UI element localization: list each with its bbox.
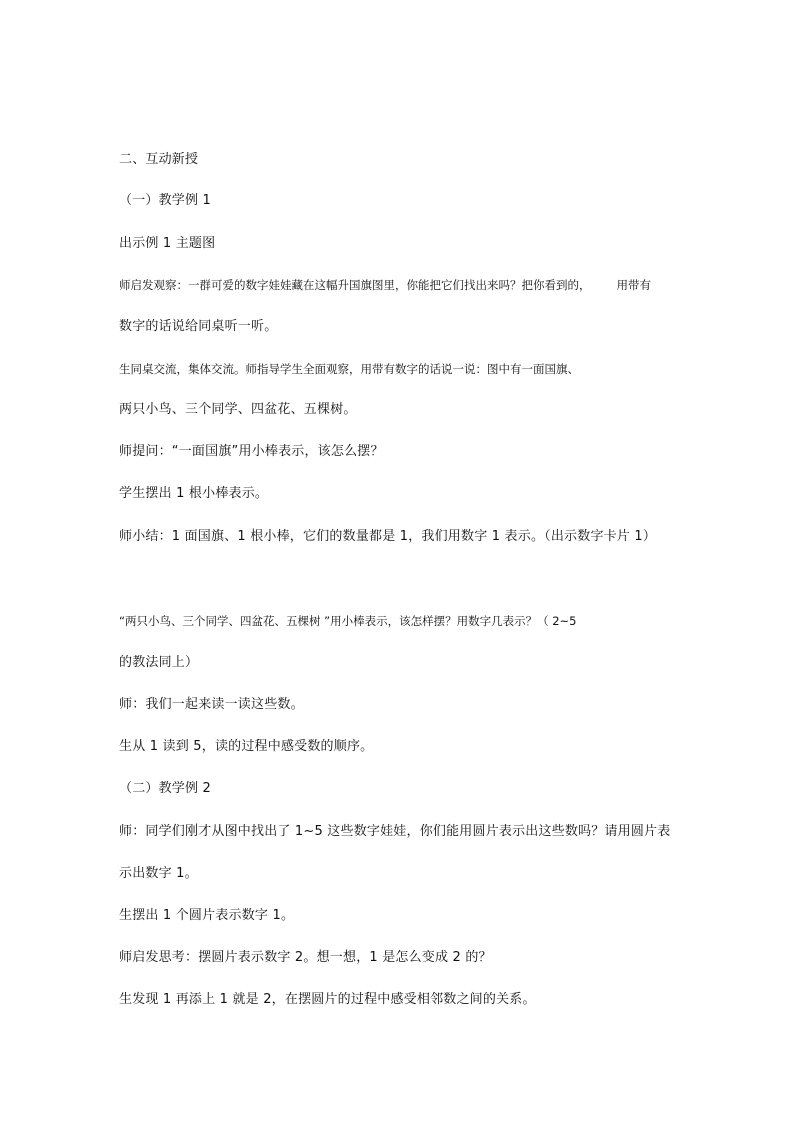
paragraph-line: 的教法同上） bbox=[119, 655, 199, 670]
paragraph-line: 生同桌交流，集体交流。师指导学生全面观察，用带有数字的话说一说：图中有一面国旗、 bbox=[119, 362, 579, 376]
paragraph-line: 师启发思考：摆圆片表示数字 2。想一想，1 是怎么变成 2 的？ bbox=[119, 950, 492, 965]
paragraph-line: 两只小鸟、三个同学、四盆花、五棵树。 bbox=[119, 402, 357, 417]
paragraph-line: 学生摆出 1 根小棒表示。 bbox=[119, 486, 269, 501]
paragraph-line: “两只小鸟、三个同学、四盆花、五棵树 ”用小棒表示，该怎样摆？用数字几表示？（ 2~5 bbox=[119, 614, 577, 628]
paragraph-line: 生摆出 1 个圆片表示数字 1。 bbox=[119, 908, 295, 923]
text-segment: 用带有 bbox=[616, 278, 651, 292]
paragraph-line: 生发现 1 再添上 1 就是 2，在摆圆片的过程中感受相邻数之间的关系。 bbox=[119, 992, 536, 1007]
paragraph-line: 生从 1 读到 5，读的过程中感受数的顺序。 bbox=[119, 739, 374, 754]
subsection-heading-1: （一）教学例 1 bbox=[119, 193, 212, 208]
paragraph-line: 示出数字 1。 bbox=[119, 866, 198, 881]
paragraph-line: 师：我们一起来读一读这些数。 bbox=[119, 697, 304, 712]
paragraph-line bbox=[119, 276, 684, 294]
text-segment: 师启发观察：一群可爱的数字娃娃藏在这幅升国旗图里，你能把它们找出来吗？把你看到的， bbox=[119, 278, 591, 292]
section-heading: 二、互动新授 bbox=[119, 152, 199, 167]
paragraph-line: 师提问：“一面国旗”用小棒表示，该怎么摆？ bbox=[119, 444, 384, 459]
paragraph-line: 师：同学们刚才从图中找出了 1~5 这些数字娃娃，你们能用圆片表示出这些数吗？请用圆片表 bbox=[119, 824, 671, 839]
paragraph-line: 数字的话说给同桌听一听。 bbox=[119, 319, 278, 334]
subsection-heading-2: （二）教学例 2 bbox=[119, 781, 212, 796]
paragraph-line: 师小结：1 面国旗、1 根小棒，它们的数量都是 1，我们用数字 1 表示。（出示数字卡片 1） bbox=[119, 529, 657, 544]
paragraph-line: 出示例 1 主题图 bbox=[119, 236, 216, 251]
